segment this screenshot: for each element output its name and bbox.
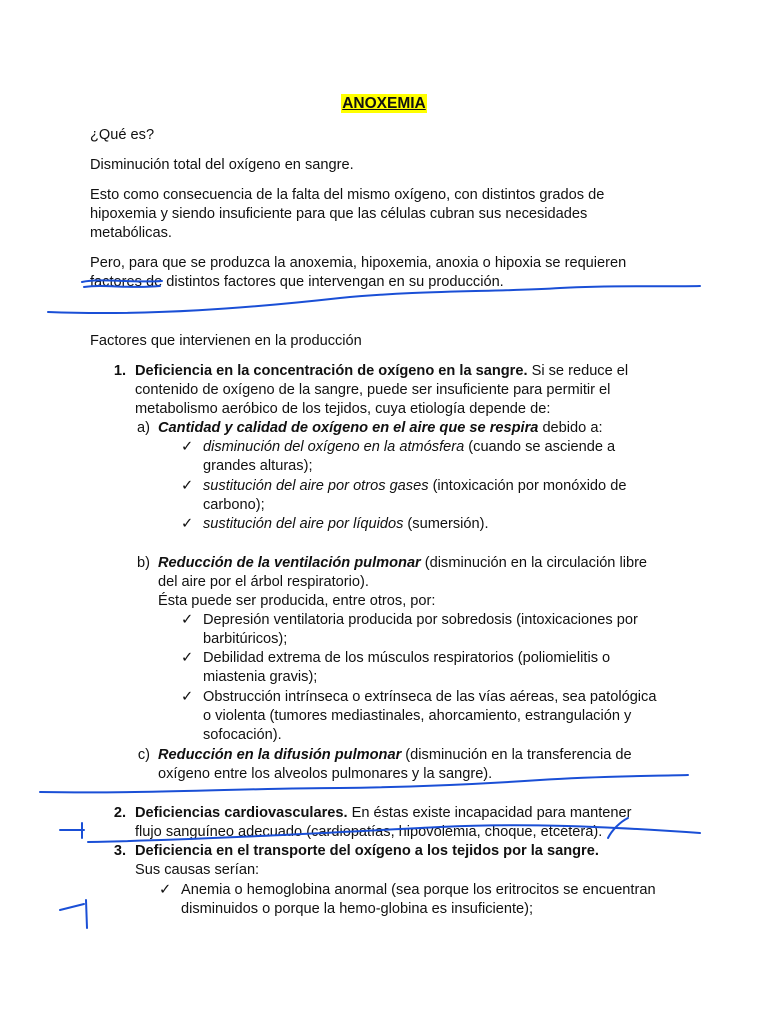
check-item: Depresión ventilatoria producida por sobredosis (intoxicaciones por	[203, 612, 638, 628]
check-line3: sofocación).	[203, 727, 282, 743]
check-line2: miastenia gravis);	[203, 669, 318, 685]
item1-line: metabolismo aeróbico de los tejidos, cuya etiología depende de:	[135, 401, 551, 417]
pero-line: Pero, para que se produzca la anoxemia, hipoxemia, anoxia o hipoxia se requieren	[90, 255, 627, 271]
subitem-b-heading: Reducción de la ventilación pulmonar	[158, 555, 421, 571]
item3-heading: Deficiencia en el transporte del oxígeno a los tejidos por la sangre.	[135, 843, 599, 859]
item1-first-line	[135, 362, 628, 382]
checkmark-icon: ✓	[181, 439, 194, 455]
margin-mark	[60, 823, 84, 838]
pero-line: factores de distintos factores que intervengan en su producción.	[90, 274, 504, 290]
list-number: 2.	[113, 805, 126, 821]
item1-line: contenido de oxígeno de la sangre, puede ser insuficiente para permitir el	[135, 382, 611, 398]
checkmark-icon: ✓	[181, 612, 194, 628]
sublist-label: b)	[137, 555, 150, 571]
check-line2: disminuidos o porque la hemo-globina es insuficiente);	[181, 901, 534, 917]
definition: Disminución total del oxígeno en sangre.	[90, 157, 354, 173]
check-text: (cuando se asciende a	[464, 439, 616, 455]
item1-heading: Deficiencia en la concentración de oxígeno en la sangre.	[135, 363, 528, 379]
check-line2: o violenta (tumores mediastinales, ahorcamiento, estrangulación y	[203, 708, 632, 724]
subitem-a-heading: Cantidad y calidad de oxígeno en el aire que se respira	[158, 420, 539, 436]
check-item: Obstrucción intrínseca o extrínseca de las vías aéreas, sea patológica	[203, 689, 657, 705]
item2-first-line	[135, 804, 631, 824]
item3-line: Sus causas serían:	[135, 862, 260, 878]
subitem-c-heading: Reducción en la difusión pulmonar	[158, 747, 402, 763]
subitem-c-line: oxígeno entre los alveolos pulmonares y la sangre).	[158, 766, 493, 782]
check-item: Debilidad extrema de los músculos respiratorios (poliomielitis o	[203, 650, 611, 666]
check-line2: carbono);	[203, 497, 265, 513]
subitem-b-text: (disminución en la circulación libre	[420, 555, 648, 571]
checkmark-icon: ✓	[181, 689, 194, 705]
sublist-label: a)	[137, 420, 150, 436]
page-title: ANOXEMIA	[342, 95, 426, 112]
check-text: (sumersión).	[403, 516, 489, 532]
item1-text: Si se reduce el	[527, 363, 629, 379]
subitem-a-text: debido a:	[538, 420, 603, 436]
check-line2: barbitúricos);	[203, 631, 288, 647]
check-text: (intoxicación por monóxido de	[428, 478, 627, 494]
subitem-b-line: del aire por el árbol respiratorio).	[158, 574, 369, 590]
subitem-b-line: Ésta puede ser producida, entre otros, por:	[158, 593, 436, 609]
checkmark-icon: ✓	[181, 478, 194, 494]
list-number: 1.	[113, 363, 126, 379]
check-italic: disminución del oxígeno en la atmósfera	[203, 439, 465, 455]
check-italic: sustitución del aire por otros gases	[203, 478, 429, 494]
subitem-c-text: (disminución en la transferencia de	[401, 747, 632, 763]
item2-line: flujo sanguíneo adecuado (cardiopatías, hipovolemia, choque, etcétera).	[135, 824, 603, 840]
item2-heading: Deficiencias cardiovasculares.	[135, 805, 348, 821]
question: ¿Qué es?	[90, 127, 155, 143]
check-item	[203, 438, 615, 458]
subitem-a	[158, 419, 603, 439]
checkmark-icon: ✓	[159, 882, 172, 898]
factors-heading: Factores que intervienen en la producción	[90, 333, 362, 349]
check-italic: sustitución del aire por líquidos	[203, 516, 404, 532]
check-item: Anemia o hemoglobina anormal (sea porque los eritrocitos se encuentran	[181, 882, 656, 898]
subitem-c	[158, 746, 632, 766]
check-item	[203, 515, 489, 535]
check-line2: grandes alturas);	[203, 458, 313, 474]
subitem-b	[158, 554, 647, 574]
checkmark-icon: ✓	[181, 516, 194, 532]
sublist-label: c)	[137, 747, 150, 763]
consequence-line: hipoxemia y siendo insuficiente para que las células cubran sus necesidades	[90, 206, 588, 222]
list-number: 3.	[113, 843, 126, 859]
consequence-line: metabólicas.	[90, 225, 172, 241]
checkmark-icon: ✓	[181, 650, 194, 666]
check-item	[203, 477, 626, 497]
consequence-line: Esto como consecuencia de la falta del mismo oxígeno, con distintos grados de	[90, 187, 605, 203]
item2-text: En éstas existe incapacidad para mantener	[347, 805, 632, 821]
margin-mark	[60, 900, 87, 928]
